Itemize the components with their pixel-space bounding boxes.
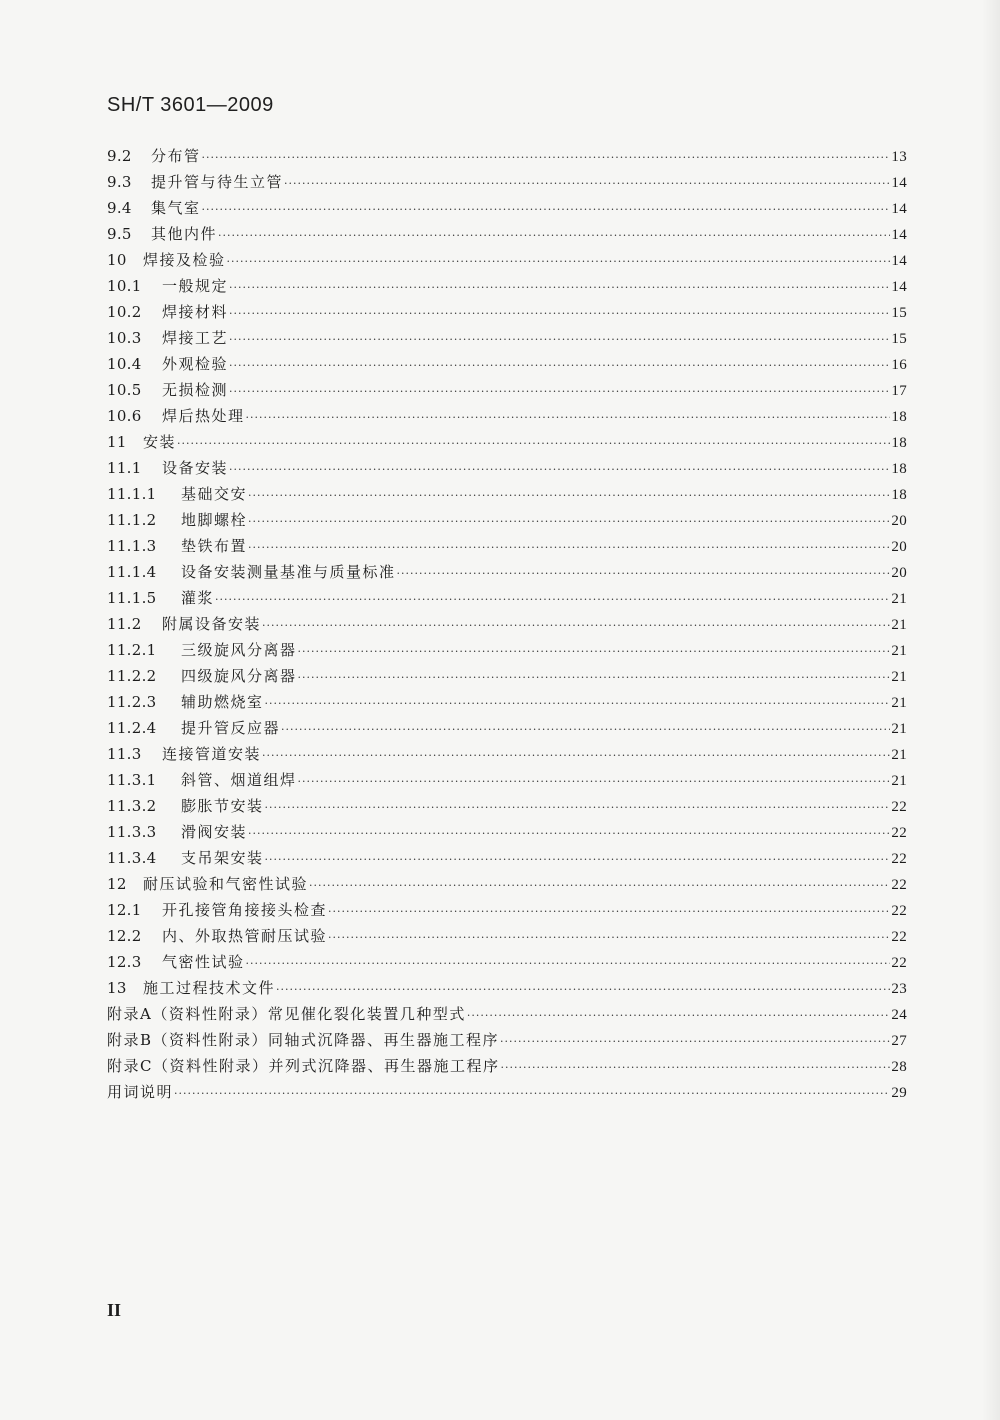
toc-dot-leader — [218, 223, 890, 249]
toc-entry-title: 膨胀节安装 — [181, 797, 264, 815]
toc-entry-page: 21 — [891, 721, 907, 737]
toc-entry-page: 17 — [891, 383, 907, 399]
toc-entry-number: 10.4 — [107, 355, 142, 373]
toc-entry-page: 24 — [891, 1007, 907, 1023]
toc-entry — [107, 689, 907, 715]
toc-entry-page: 21 — [891, 669, 907, 685]
toc-entry-number: 11.1.5 — [107, 589, 157, 607]
toc-dot-leader — [229, 353, 890, 379]
toc-dot-leader — [229, 275, 890, 301]
toc-entry-number: 11.3.2 — [107, 797, 157, 815]
toc-entry-page: 22 — [891, 877, 907, 893]
toc-entry-title: 附录B（资料性附录）同轴式沉降器、再生器施工程序 — [107, 1031, 500, 1049]
toc-entry-title: 三级旋风分离器 — [181, 641, 297, 659]
toc-entry-page: 22 — [891, 903, 907, 919]
toc-entry — [107, 169, 907, 195]
toc-entry-page: 29 — [891, 1085, 907, 1101]
toc-entry — [107, 611, 907, 637]
toc-entry — [107, 637, 907, 663]
toc-entry-title: 开孔接管角接接头检查 — [162, 901, 328, 919]
toc-entry-page: 14 — [891, 201, 907, 217]
toc-entry-number: 13 — [107, 979, 127, 997]
toc-entry-number: 11 — [107, 433, 127, 451]
toc-entry — [107, 559, 907, 585]
toc-entry — [107, 663, 907, 689]
toc-dot-leader — [309, 873, 890, 899]
toc-dot-leader — [262, 743, 890, 769]
toc-entry-page: 16 — [891, 357, 907, 373]
toc-entry-title: 设备安装测量基准与质量标准 — [181, 563, 396, 581]
toc-dot-leader — [328, 899, 890, 925]
toc-entry-page: 21 — [891, 695, 907, 711]
toc-entry — [107, 741, 907, 767]
toc-entry-title: 附录A（资料性附录）常见催化裂化装置几种型式 — [107, 1005, 466, 1023]
toc-dot-leader — [248, 821, 890, 847]
toc-entry — [107, 949, 907, 975]
toc-entry-title: 四级旋风分离器 — [181, 667, 297, 685]
toc-entry-number: 12.1 — [107, 901, 142, 919]
toc-entry — [107, 351, 907, 377]
toc-dot-leader — [284, 171, 890, 197]
toc-entry-page: 18 — [891, 487, 907, 503]
toc-entry-number: 11.1.2 — [107, 511, 157, 529]
toc-entry-title: 地脚螺栓 — [181, 511, 248, 529]
toc-entry — [107, 325, 907, 351]
toc-entry-page: 14 — [891, 253, 907, 269]
toc-dot-leader — [248, 509, 890, 535]
toc-entry-number: 9.5 — [107, 225, 132, 243]
toc-entry — [107, 143, 907, 169]
page-number-footer: II — [107, 1300, 122, 1320]
toc-dot-leader — [227, 249, 891, 275]
toc-entry-number: 11.2.3 — [107, 693, 157, 711]
toc-entry-page: 18 — [891, 461, 907, 477]
toc-entry-page: 21 — [891, 617, 907, 633]
toc-entry-page: 21 — [891, 591, 907, 607]
toc-entry — [107, 299, 907, 325]
toc-entry-title: 内、外取热管耐压试验 — [162, 927, 328, 945]
toc-dot-leader — [262, 613, 890, 639]
toc-entry-page: 21 — [891, 643, 907, 659]
toc-dot-leader — [174, 1081, 890, 1107]
toc-entry-title: 斜管、烟道组焊 — [181, 771, 297, 789]
toc-entry-page: 22 — [891, 851, 907, 867]
toc-entry-title: 辅助燃烧室 — [181, 693, 264, 711]
toc-entry-page: 23 — [891, 981, 907, 997]
toc-entry-page: 18 — [891, 435, 907, 451]
toc-entry — [107, 533, 907, 559]
toc-entry-title: 连接管道安装 — [162, 745, 262, 763]
toc-dot-leader — [276, 977, 890, 1003]
toc-dot-leader — [177, 431, 890, 457]
toc-entry — [107, 1053, 907, 1079]
toc-entry — [107, 923, 907, 949]
toc-dot-leader — [202, 197, 891, 223]
toc-entry-page: 13 — [891, 149, 907, 165]
toc-dot-leader — [229, 327, 890, 353]
toc-entry-title: 设备安装 — [162, 459, 229, 477]
toc-entry-title: 滑阀安装 — [181, 823, 248, 841]
toc-dot-leader — [229, 457, 890, 483]
toc-dot-leader — [298, 769, 891, 795]
toc-entry — [107, 1001, 907, 1027]
toc-entry-number: 11.2.4 — [107, 719, 157, 737]
toc-dot-leader — [500, 1055, 890, 1081]
toc-entry-title: 基础交安 — [181, 485, 248, 503]
toc-dot-leader — [265, 847, 891, 873]
toc-dot-leader — [248, 483, 890, 509]
toc-entry — [107, 897, 907, 923]
toc-dot-leader — [397, 561, 891, 587]
toc-dot-leader — [246, 405, 891, 431]
toc-entry-page: 14 — [891, 175, 907, 191]
toc-entry-number: 11.3 — [107, 745, 142, 763]
toc-entry — [107, 403, 907, 429]
toc-dot-leader — [265, 691, 891, 717]
toc-dot-leader — [467, 1003, 891, 1029]
toc-entry-page: 14 — [891, 279, 907, 295]
toc-entry — [107, 845, 907, 871]
toc-entry — [107, 455, 907, 481]
document-code-header: SH/T 3601—2009 — [107, 94, 274, 116]
toc-dot-leader — [298, 665, 891, 691]
toc-entry-title: 集气室 — [151, 199, 201, 217]
toc-entry — [107, 377, 907, 403]
toc-entry-title: 附录C（资料性附录）并列式沉降器、再生器施工程序 — [107, 1057, 500, 1075]
toc-entry-number: 12.2 — [107, 927, 142, 945]
toc-entry-page: 14 — [891, 227, 907, 243]
toc-entry-page: 15 — [891, 331, 907, 347]
toc-entry — [107, 1079, 907, 1105]
toc-entry-title: 提升管反应器 — [181, 719, 281, 737]
toc-entry-title: 无损检测 — [162, 381, 229, 399]
toc-entry-number: 11.3.3 — [107, 823, 157, 841]
toc-entry-number: 11.1.3 — [107, 537, 157, 555]
toc-dot-leader — [500, 1029, 890, 1055]
toc-entry — [107, 247, 907, 273]
toc-entry-title: 耐压试验和气密性试验 — [143, 875, 309, 893]
toc-entry — [107, 975, 907, 1001]
toc-entry-page: 21 — [891, 773, 907, 789]
toc-entry-page: 18 — [891, 409, 907, 425]
toc-entry-number: 10.2 — [107, 303, 142, 321]
toc-entry-title: 其他内件 — [151, 225, 218, 243]
toc-dot-leader — [246, 951, 891, 977]
toc-entry — [107, 871, 907, 897]
toc-entry-page: 20 — [891, 513, 907, 529]
toc-entry-title: 附属设备安装 — [162, 615, 262, 633]
toc-dot-leader — [298, 639, 891, 665]
toc-entry-page: 22 — [891, 929, 907, 945]
toc-entry-page: 22 — [891, 825, 907, 841]
toc-entry-number: 9.4 — [107, 199, 132, 217]
toc-entry-title: 焊后热处理 — [162, 407, 245, 425]
toc-entry-page: 22 — [891, 955, 907, 971]
toc-entry-title: 垫铁布置 — [181, 537, 248, 555]
page-edge-shadow — [982, 0, 1000, 1420]
toc-entry — [107, 221, 907, 247]
toc-entry — [107, 767, 907, 793]
toc-entry-number: 10 — [107, 251, 127, 269]
toc-entry-title: 气密性试验 — [162, 953, 245, 971]
toc-entry-number: 11.2.1 — [107, 641, 157, 659]
toc-entry — [107, 585, 907, 611]
toc-entry-title: 一般规定 — [162, 277, 229, 295]
toc-entry — [107, 1027, 907, 1053]
toc-entry-title: 提升管与待生立管 — [151, 173, 284, 191]
toc-entry-page: 20 — [891, 539, 907, 555]
toc-entry-number: 11.1 — [107, 459, 142, 477]
toc-entry-title: 施工过程技术文件 — [143, 979, 276, 997]
toc-entry — [107, 429, 907, 455]
toc-entry-page: 21 — [891, 747, 907, 763]
toc-entry-number: 9.3 — [107, 173, 132, 191]
toc-entry — [107, 273, 907, 299]
toc-entry-number: 11.1.1 — [107, 485, 157, 503]
toc-entry-title: 灌浆 — [181, 589, 215, 607]
toc-entry — [107, 481, 907, 507]
toc-dot-leader — [328, 925, 890, 951]
toc-entry-title: 用词说明 — [107, 1083, 174, 1101]
table-of-contents — [107, 143, 907, 1105]
toc-entry — [107, 819, 907, 845]
toc-entry-number: 11.3.1 — [107, 771, 157, 789]
toc-entry — [107, 195, 907, 221]
toc-dot-leader — [202, 145, 891, 171]
toc-entry-title: 焊接材料 — [162, 303, 229, 321]
toc-entry-number: 12.3 — [107, 953, 142, 971]
toc-entry-page: 20 — [891, 565, 907, 581]
toc-entry-title: 支吊架安装 — [181, 849, 264, 867]
toc-entry-page: 22 — [891, 799, 907, 815]
toc-entry-number: 11.2 — [107, 615, 142, 633]
toc-entry-page: 27 — [891, 1033, 907, 1049]
toc-entry-page: 15 — [891, 305, 907, 321]
toc-dot-leader — [229, 379, 890, 405]
toc-entry-number: 10.5 — [107, 381, 142, 399]
toc-entry-title: 外观检验 — [162, 355, 229, 373]
toc-dot-leader — [265, 795, 891, 821]
toc-entry-title: 焊接及检验 — [143, 251, 226, 269]
toc-entry-title: 分布管 — [151, 147, 201, 165]
toc-dot-leader — [229, 301, 890, 327]
toc-entry-number: 11.2.2 — [107, 667, 157, 685]
toc-entry — [107, 715, 907, 741]
toc-entry-number: 10.3 — [107, 329, 142, 347]
toc-entry-title: 安装 — [143, 433, 177, 451]
toc-entry — [107, 507, 907, 533]
toc-entry-number: 11.3.4 — [107, 849, 157, 867]
toc-dot-leader — [248, 535, 890, 561]
toc-entry-number: 10.1 — [107, 277, 142, 295]
toc-entry-number: 9.2 — [107, 147, 132, 165]
toc-entry-title: 焊接工艺 — [162, 329, 229, 347]
toc-entry-number: 12 — [107, 875, 127, 893]
toc-entry-page: 28 — [891, 1059, 907, 1075]
toc-entry-number: 11.1.4 — [107, 563, 157, 581]
toc-dot-leader — [281, 717, 890, 743]
toc-entry — [107, 793, 907, 819]
toc-dot-leader — [215, 587, 890, 613]
toc-entry-number: 10.6 — [107, 407, 142, 425]
